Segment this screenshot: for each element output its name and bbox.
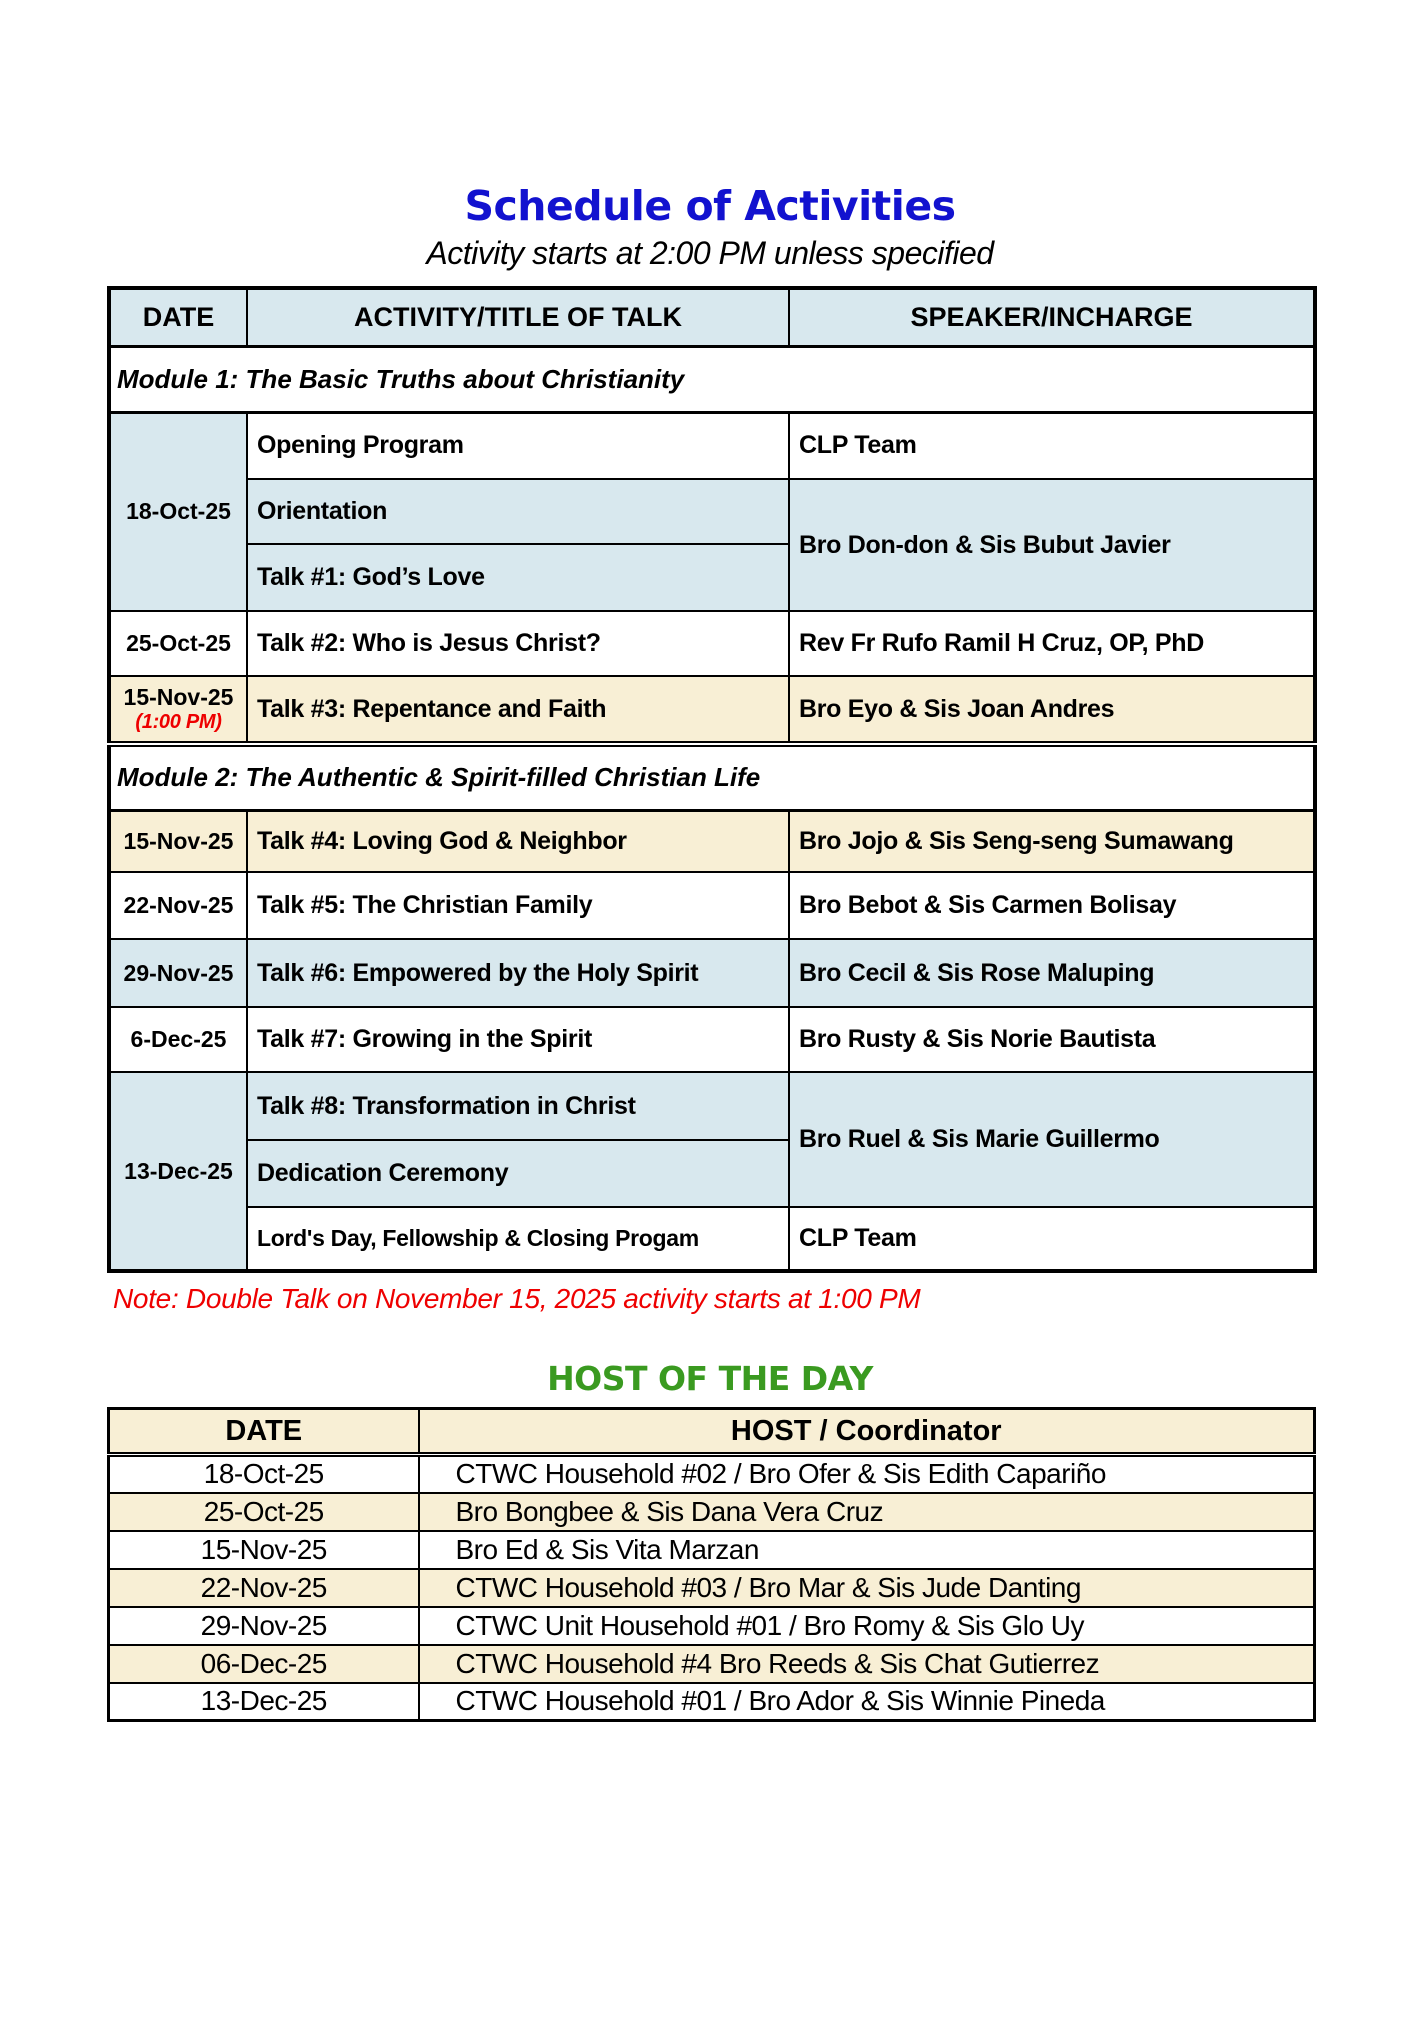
host-row — [109, 1645, 1315, 1683]
module-1-row — [109, 346, 1315, 412]
host-header-row — [109, 1409, 1315, 1455]
schedule-row — [109, 1072, 1315, 1140]
schedule-speaker-cell: Bro Bebot & Sis Carmen Bolisay — [789, 872, 1315, 939]
host-column-coordinator: HOST / Coordinator — [419, 1409, 1315, 1455]
schedule-date-cell: 6-Dec-25 — [109, 1007, 247, 1072]
schedule-row — [109, 872, 1315, 939]
host-date-cell: 18-Oct-25 — [109, 1455, 419, 1493]
host-date-cell: 22-Nov-25 — [109, 1569, 419, 1607]
schedule-speaker-cell: Bro Cecil & Sis Rose Maluping — [789, 939, 1315, 1007]
schedule-speaker-cell: Bro Ruel & Sis Marie Guillermo — [789, 1072, 1315, 1207]
module-2-label: Module 2: The Authentic & Spirit-filled Christian Life — [109, 744, 1315, 810]
host-name-cell: CTWC Household #03 / Bro Mar & Sis Jude Danting — [419, 1569, 1315, 1607]
host-name-cell: CTWC Household #01 / Bro Ador & Sis Winnie Pineda — [419, 1683, 1315, 1721]
schedule-speaker-cell: CLP Team — [789, 1207, 1315, 1271]
document-page — [107, 0, 1313, 1722]
schedule-row — [109, 1207, 1315, 1271]
host-date-cell: 13-Dec-25 — [109, 1683, 419, 1721]
host-section-title: HOST OF THE DAY — [547, 1359, 873, 1399]
schedule-activity-cell: Dedication Ceremony — [247, 1140, 789, 1207]
schedule-header-row — [109, 288, 1315, 346]
schedule-activity-cell: Opening Program — [247, 412, 789, 479]
schedule-row — [109, 479, 1315, 544]
schedule-speaker-cell: CLP Team — [789, 412, 1315, 479]
column-header-date: DATE — [109, 288, 247, 346]
schedule-date-cell: 25-Oct-25 — [109, 611, 247, 676]
schedule-activity-cell: Talk #7: Growing in the Spirit — [247, 1007, 789, 1072]
host-row — [109, 1455, 1315, 1493]
schedule-activity-cell: Talk #8: Transformation in Christ — [247, 1072, 789, 1140]
schedule-row — [109, 412, 1315, 479]
schedule-speaker-cell: Bro Rusty & Sis Norie Bautista — [789, 1007, 1315, 1072]
page-title: Schedule of Activities — [464, 182, 956, 230]
schedule-activity-cell: Orientation — [247, 479, 789, 544]
schedule-row — [109, 939, 1315, 1007]
host-date-cell: 25-Oct-25 — [109, 1493, 419, 1531]
host-row — [109, 1531, 1315, 1569]
host-date-cell: 15-Nov-25 — [109, 1531, 419, 1569]
time-note: (1:00 PM) — [135, 710, 222, 733]
schedule-date-cell: 18-Oct-25 — [109, 412, 247, 611]
schedule-table — [107, 286, 1317, 1273]
schedule-speaker-cell: Bro Don-don & Sis Bubut Javier — [789, 479, 1315, 611]
module-1-label: Module 1: The Basic Truths about Christianity — [109, 346, 1315, 412]
column-header-activity: ACTIVITY/TITLE OF TALK — [247, 288, 789, 346]
host-date-cell: 29-Nov-25 — [109, 1607, 419, 1645]
schedule-activity-cell: Talk #6: Empowered by the Holy Spirit — [247, 939, 789, 1007]
host-name-cell: Bro Bongbee & Sis Dana Vera Cruz — [419, 1493, 1315, 1531]
schedule-activity-cell: Talk #3: Repentance and Faith — [247, 676, 789, 744]
schedule-speaker-cell: Bro Jojo & Sis Seng-seng Sumawang — [789, 810, 1315, 872]
schedule-speaker-cell: Bro Eyo & Sis Joan Andres — [789, 676, 1315, 744]
schedule-activity-cell: Talk #4: Loving God & Neighbor — [247, 810, 789, 872]
schedule-speaker-cell: Rev Fr Rufo Ramil H Cruz, OP, PhD — [789, 611, 1315, 676]
schedule-activity-cell: Lord's Day, Fellowship & Closing Progam — [247, 1207, 789, 1271]
schedule-row — [109, 611, 1315, 676]
schedule-row — [109, 810, 1315, 872]
host-row — [109, 1607, 1315, 1645]
schedule-note: Note: Double Talk on November 15, 2025 activity starts at 1:00 PM — [113, 1283, 921, 1315]
schedule-row — [109, 1007, 1315, 1072]
date-with-time — [113, 684, 244, 733]
schedule-activity-cell: Talk #1: God’s Love — [247, 544, 789, 611]
host-column-date: DATE — [109, 1409, 419, 1455]
host-name-cell: CTWC Unit Household #01 / Bro Romy & Sis Glo Uy — [419, 1607, 1315, 1645]
schedule-date-cell: 22-Nov-25 — [109, 872, 247, 939]
host-table — [107, 1407, 1316, 1722]
schedule-activity-cell: Talk #5: The Christian Family — [247, 872, 789, 939]
module-2-row — [109, 744, 1315, 810]
date-text: 15-Nov-25 — [123, 684, 234, 711]
schedule-date-cell — [109, 676, 247, 744]
host-row — [109, 1493, 1315, 1531]
page-subtitle: Activity starts at 2:00 PM unless specified — [426, 234, 994, 271]
host-name-cell: CTWC Household #02 / Bro Ofer & Sis Edith Capariño — [419, 1455, 1315, 1493]
host-row — [109, 1683, 1315, 1721]
schedule-date-cell: 13-Dec-25 — [109, 1072, 247, 1271]
column-header-speaker: SPEAKER/INCHARGE — [789, 288, 1315, 346]
schedule-row — [109, 676, 1315, 744]
schedule-date-cell: 29-Nov-25 — [109, 939, 247, 1007]
host-name-cell: CTWC Household #4 Bro Reeds & Sis Chat Gutierrez — [419, 1645, 1315, 1683]
host-row — [109, 1569, 1315, 1607]
host-date-cell: 06-Dec-25 — [109, 1645, 419, 1683]
schedule-activity-cell: Talk #2: Who is Jesus Christ? — [247, 611, 789, 676]
host-name-cell: Bro Ed & Sis Vita Marzan — [419, 1531, 1315, 1569]
schedule-date-cell: 15-Nov-25 — [109, 810, 247, 872]
